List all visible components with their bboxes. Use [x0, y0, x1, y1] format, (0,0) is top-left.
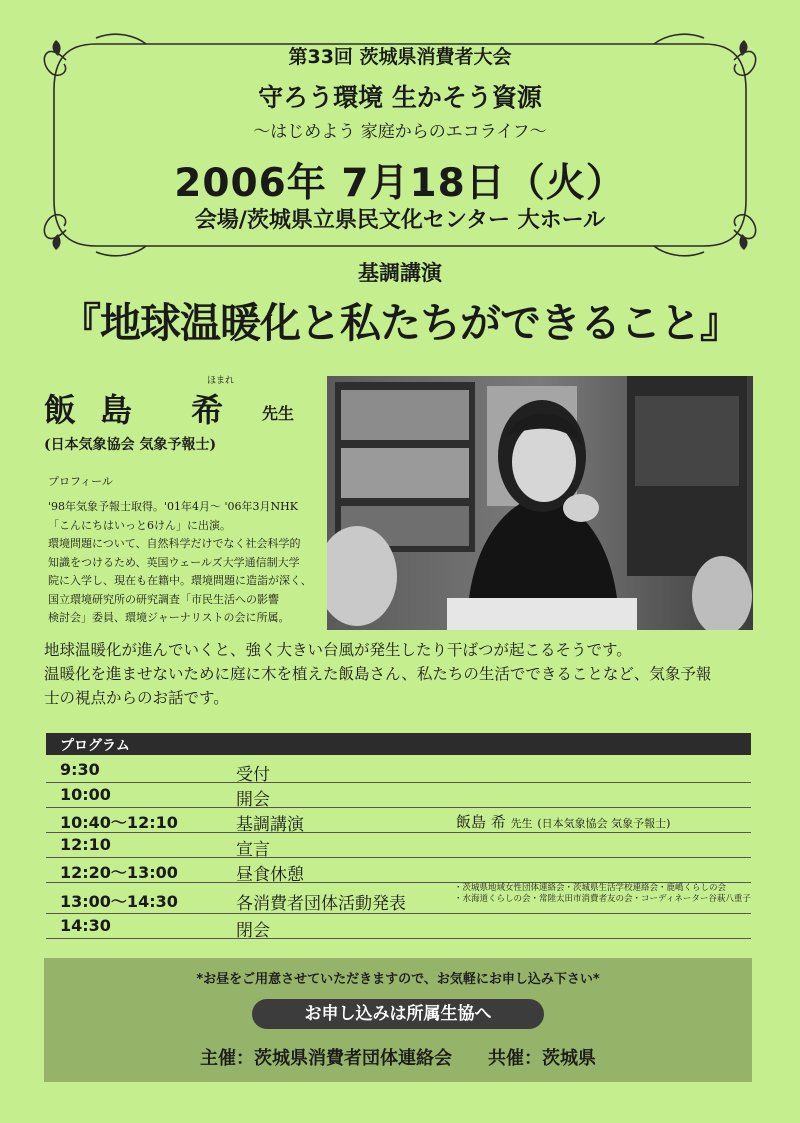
table-row [46, 758, 751, 783]
table-row [46, 808, 751, 833]
co-organizer: 共催：茨城県 [488, 1048, 596, 1069]
profile-line: 検討会」委員、環境ジャーナリストの会に所属。 [48, 611, 290, 624]
profile-heading: プロフィール [48, 475, 113, 488]
program-item: 基調講演 [236, 815, 304, 835]
speaker-name: 飯島 希 [44, 391, 248, 429]
program-groups-line: ・茨城県地域女性団体連絡会・茨城県生活学校連絡会・鹿嶋くらしの会 [454, 883, 727, 893]
program-table [46, 758, 751, 939]
program-item: 各消費者団体活動発表 [236, 894, 406, 914]
program-time: 12:20～13:00 [60, 863, 178, 882]
program-item: 受付 [236, 765, 270, 785]
description-line: 温暖化を進ませないために庭に木を植えた飯島さん、私たちの生活でできることなど、気象予報 [44, 665, 712, 683]
program-item: 宣言 [236, 840, 270, 860]
table-row [46, 783, 751, 808]
event-description [44, 638, 774, 710]
keynote-title: 『地球温暖化と私たちができること』 [60, 299, 740, 347]
description-line: 地球温暖化が進んでいくと、強く大きい台風が発生したり干ばつが起こるそうです。 [44, 641, 632, 659]
organizer: 主催：茨城県消費者団体連絡会 [200, 1048, 452, 1069]
program-speaker [456, 811, 670, 832]
profile-line: 環境問題について、自然科学だけでなく社会科学的 [48, 537, 301, 550]
program-speaker-name: 飯島 希 [456, 813, 506, 831]
program-time: 12:10 [60, 835, 111, 854]
program-item: 閉会 [236, 921, 270, 941]
table-row [46, 858, 751, 883]
event-date: 2006年 7月18日（火） [174, 161, 626, 206]
program-time: 10:00 [60, 785, 111, 804]
lunch-note: *お昼をご用意させていただきますので、お気軽にお申し込み下さい* [196, 972, 600, 987]
apply-banner: お申し込みは所属生協へ [252, 999, 544, 1029]
program-time: 14:30 [60, 916, 111, 935]
table-row [46, 914, 751, 939]
table-row [46, 833, 751, 858]
speaker-honorific: 先生 [262, 404, 295, 423]
keynote-label: 基調講演 [358, 261, 442, 285]
organizers [44, 1044, 752, 1070]
profile-line: 国立環境研究所の研究調査「市民生活への影響 [48, 592, 279, 606]
program-time: 13:00～14:30 [60, 892, 178, 911]
profile-line: 知識をつけるため、英国ウェールズ大学通信制大学 [48, 555, 300, 569]
profile-line: 「こんにちはいっと6けん」に出演。 [48, 518, 231, 532]
program-heading: プログラム [60, 738, 130, 754]
event-theme: 守ろう環境 生かそう資源 [258, 83, 542, 112]
program-item: 昼食休憩 [236, 865, 304, 885]
event-tagline: ～はじめよう 家庭からのエコライフ～ [253, 122, 547, 142]
program-groups-line: ・水海道くらしの会・常陸太田市消費者友の会・コーディネーター谷萩八重子 [454, 894, 751, 904]
program-time: 9:30 [60, 760, 100, 779]
program-speaker-affiliation: (日本気象協会 気象予報士) [537, 817, 671, 830]
table-row [46, 883, 751, 914]
description-line: 士の視点からのお話です。 [44, 689, 229, 707]
profile-line: 院に入学し、現在も在籍中。環境問題に造詣が深く、 [48, 574, 312, 587]
speaker-photo [327, 376, 753, 630]
program-time: 10:40～12:10 [60, 813, 178, 832]
speaker-name-ruby: ほまれ [207, 376, 235, 386]
speaker-affiliation: (日本気象協会 気象予報士) [44, 437, 217, 453]
profile-text [48, 498, 320, 628]
program-speaker-honorific: 先生 [510, 817, 533, 830]
event-name: 第33回 茨城県消費者大会 [288, 46, 512, 68]
footer-box [44, 958, 752, 1082]
profile-line: '98年気象予報士取得。'01年4月～ '06年3月NHK [48, 500, 298, 513]
program-heading-bar [46, 733, 751, 755]
program-item: 開会 [236, 790, 270, 810]
event-venue: 会場/茨城県立県民文化センター 大ホール [194, 208, 606, 233]
program-groups [454, 883, 751, 905]
